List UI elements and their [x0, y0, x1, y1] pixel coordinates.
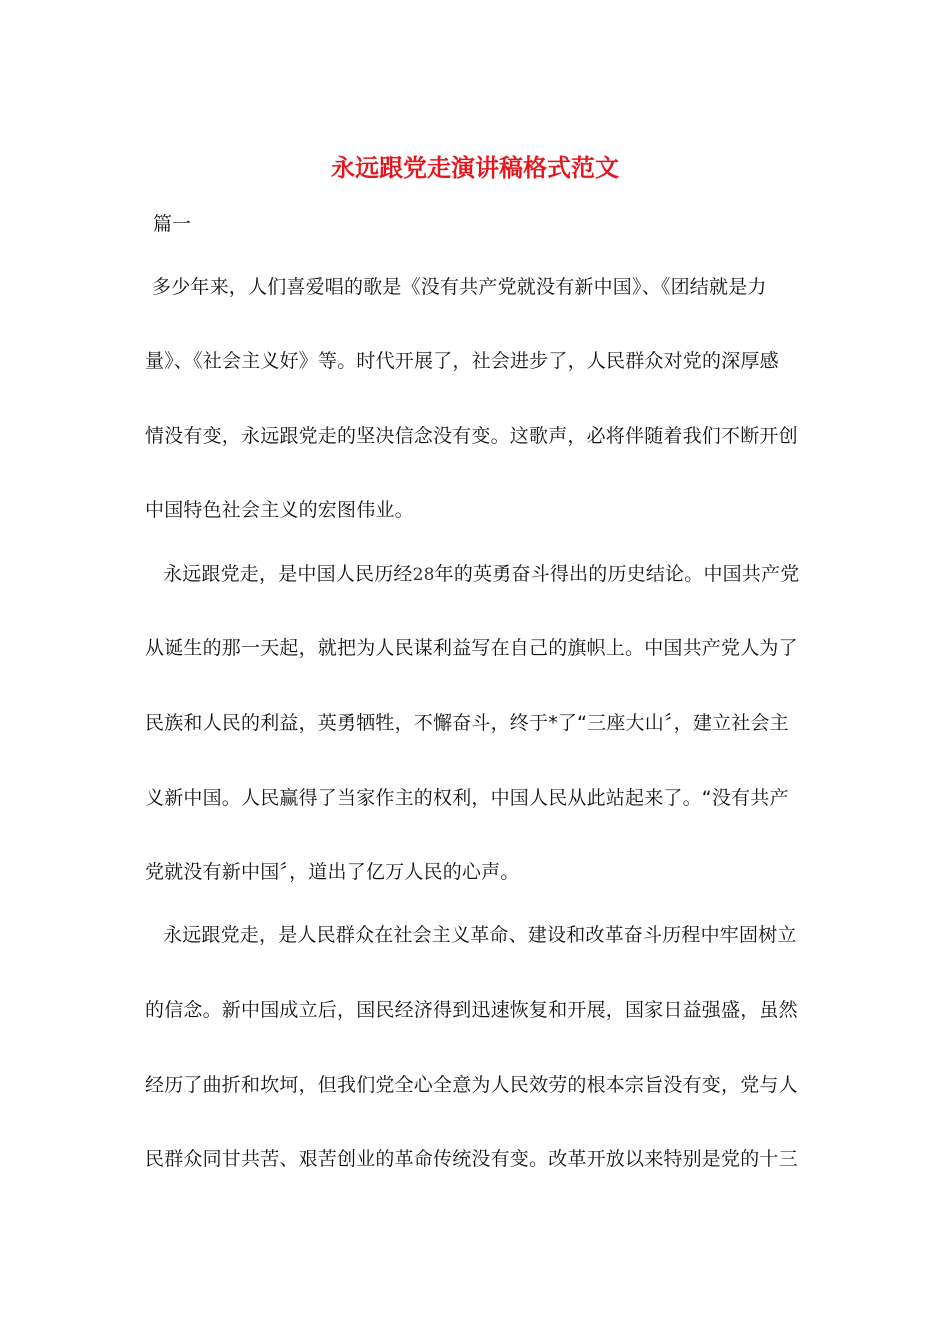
- paragraph-2-line-1-text-b: 年的英勇奋斗得出的历史结论。中国共产党: [434, 563, 800, 585]
- paragraph-2-line-1-number: 28: [412, 565, 435, 585]
- paragraph-2-line-1-text-a: 永远跟党走，是中国人民历经: [163, 563, 413, 585]
- paragraph-3-line-2: 的信念。新中国成立后，国民经济得到迅速恢复和开展，国家日益强盛，虽然: [145, 999, 798, 1021]
- paragraph-2-line-3: 民族和人民的利益，英勇牺牲，不懈奋斗，终于*了“三座大山〞，建立社会主: [145, 712, 789, 734]
- paragraph-3-line-4: 民群众同甘共苦、艰苦创业的革命传统没有变。改革开放以来特别是党的十三: [145, 1148, 798, 1170]
- paragraph-2-line-5: 党就没有新中国〞，道出了亿万人民的心声。: [145, 861, 520, 883]
- paragraph-1-line-1: 多少年来，人们喜爱唱的歌是《没有共产党就没有新中国》、《团结就是力: [152, 276, 767, 298]
- paragraph-3-line-3: 经历了曲折和坎坷，但我们党全心全意为人民效劳的根本宗旨没有变，党与人: [145, 1074, 798, 1096]
- paragraph-2-line-1: [163, 560, 799, 589]
- paragraph-1-line-4: 中国特色社会主义的宏图伟业。: [145, 499, 414, 521]
- paragraph-2-line-4: 义新中国。人民赢得了当家作主的权利，中国人民从此站起来了。“没有共产: [145, 787, 789, 809]
- document-title: 永远跟党走演讲稿格式范文: [331, 153, 619, 182]
- section-label: 篇一: [153, 213, 192, 235]
- paragraph-3-line-1: 永远跟党走，是人民群众在社会主义革命、建设和改革奋斗历程中牢固树立: [163, 924, 797, 946]
- paragraph-2-line-2: 从诞生的那一天起，就把为人民谋利益写在自己的旗帜上。中国共产党人为了: [145, 637, 798, 659]
- paragraph-1-line-2: 量》、《社会主义好》等。时代开展了，社会进步了，人民群众对党的深厚感: [145, 350, 779, 372]
- paragraph-1-line-3: 情没有变，永远跟党走的坚决信念没有变。这歌声，必将伴随着我们不断开创: [145, 425, 798, 447]
